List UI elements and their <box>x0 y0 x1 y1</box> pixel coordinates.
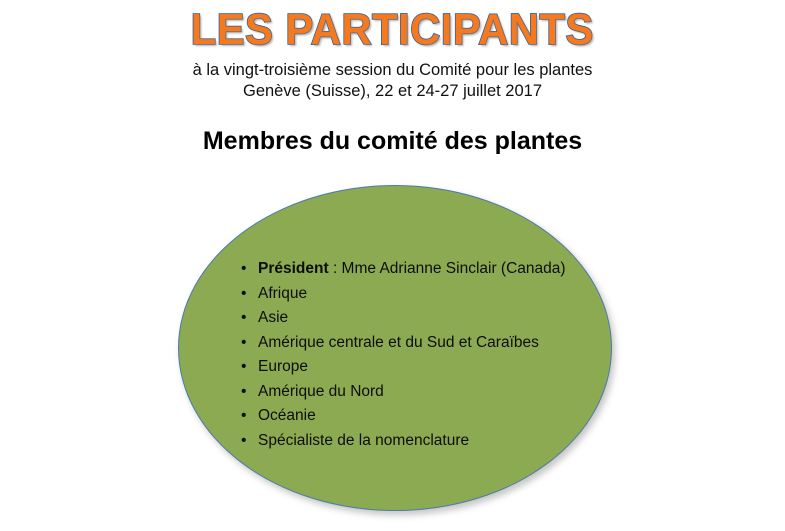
bullet-point-icon: • <box>241 333 247 351</box>
subtitle-line-1: à la vingt-troisième session du Comité pour les plantes <box>192 61 593 79</box>
title-container <box>0 5 785 54</box>
list-item-text: Spécialiste de la nomenclature <box>258 431 470 449</box>
list-item-text: Afrique <box>258 284 308 302</box>
list-item <box>240 355 600 380</box>
list-item <box>240 404 600 429</box>
list-item <box>240 306 600 331</box>
bullet-point-icon: • <box>241 407 247 424</box>
bullet-point-icon: • <box>241 260 247 277</box>
list-item <box>240 331 600 356</box>
list-item-text: Amérique du Nord <box>258 382 384 400</box>
list-item-text: : Mme Adrianne Sinclair (Canada) <box>328 260 566 277</box>
section-heading: Membres du comité des plantes <box>202 127 583 155</box>
list-item <box>240 282 600 307</box>
list-item-text: Asie <box>258 309 289 326</box>
bullet-point-icon: • <box>241 284 247 302</box>
list-item-text: Océanie <box>258 407 316 424</box>
list-item-text: Europe <box>258 358 308 375</box>
page-title: LES PARTICIPANTS <box>190 5 595 54</box>
list-item <box>240 380 600 405</box>
bullet-point-icon: • <box>241 431 247 449</box>
subtitle <box>0 60 785 102</box>
list-item-label: Président <box>258 260 329 277</box>
members-list <box>240 257 600 453</box>
bullet-point-icon: • <box>241 358 247 375</box>
list-item-text: Amérique centrale et du Sud et Caraïbes <box>258 333 539 351</box>
bullet-point-icon: • <box>241 382 247 400</box>
list-item <box>240 257 600 282</box>
subtitle-line-2: Genève (Suisse), 22 et 24-27 juillet 2017 <box>242 82 542 100</box>
list-item <box>240 429 600 454</box>
bullet-point-icon: • <box>241 309 247 326</box>
